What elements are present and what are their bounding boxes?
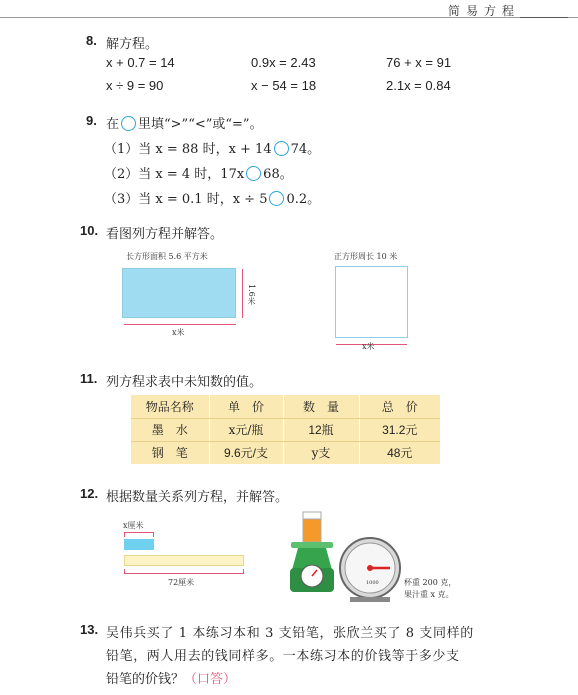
q13-oral-tag: （口答）	[184, 672, 237, 687]
q11-title: 列方程求表中未知数的值。	[106, 375, 263, 390]
table-cell: 墨 水	[131, 418, 209, 441]
table-cell: 9.6元/支	[209, 441, 283, 464]
q10-title: 看图列方程并解答。	[106, 227, 224, 242]
rect-area-label: 长方形面积 5.6 平方米	[126, 252, 208, 261]
q10-number: 10.	[80, 223, 99, 238]
q9-title	[106, 113, 263, 132]
table-cell: y支	[283, 441, 359, 464]
rect-width-label: x米	[172, 328, 185, 337]
long-bar-brace	[124, 569, 244, 574]
q8-title: 解方程。	[106, 37, 159, 52]
answer-circle-1[interactable]	[274, 141, 289, 156]
rect-height-dimension	[242, 269, 243, 318]
table-cell: 12瓶	[283, 418, 359, 441]
q13-line-3-text: 铅笔的价钱？	[106, 672, 185, 687]
weight-note-1: 杯重 200 克，	[404, 578, 457, 587]
table-cell: 31.2元	[359, 418, 440, 441]
q9-title-b: 里填“>”“<”或“=”。	[138, 117, 263, 132]
table-header: 物品名称	[131, 395, 209, 418]
square-width-label: x米	[362, 342, 375, 351]
table-cell: 钢 笔	[131, 441, 209, 464]
table-row	[131, 441, 440, 464]
q13-line-1: 吴伟兵买了 1 本练习本和 3 支铅笔，张欣兰买了 8 支同样的	[106, 626, 474, 641]
q8-eq-6: 2.1x = 0.84	[386, 78, 451, 93]
q13-line-2: 铅笔，两人用去的钱同样多。一本练习本的价钱等于多少支	[106, 649, 460, 664]
table-header: 数 量	[283, 395, 359, 418]
q9-item-1	[104, 138, 320, 157]
weight-note-2: 果汁重 x 克。	[404, 590, 454, 599]
table-row	[131, 418, 440, 441]
answer-circle-3[interactable]	[269, 191, 284, 206]
q9-item-1-value: 74。	[290, 142, 321, 157]
long-bar-label: 72厘米	[168, 578, 195, 587]
rect-height-label: 1.6米	[247, 284, 256, 305]
scale-with-juice-icon	[286, 510, 408, 604]
q8-eq-4: x ÷ 9 = 90	[106, 78, 164, 93]
q9-item-1-expr: （1）当 x = 88 时，x + 14	[104, 142, 272, 157]
table-header: 单 价	[209, 395, 283, 418]
q13-number: 13.	[80, 622, 99, 637]
q9-item-3-expr: （3）当 x = 0.1 时，x ÷ 5	[104, 192, 268, 207]
blank-circle-icon	[121, 116, 136, 131]
table-header: 总 价	[359, 395, 440, 418]
q9-item-2-value: 68。	[263, 167, 293, 182]
header-accent-rule	[520, 17, 568, 18]
q12-title: 根据数量关系列方程，并解答。	[106, 490, 289, 505]
q12-number: 12.	[80, 486, 99, 501]
answer-circle-2[interactable]	[246, 166, 261, 181]
q9-item-3-value: 0.2。	[286, 192, 321, 207]
q9-title-a: 在	[106, 117, 120, 132]
rectangle-figure	[122, 268, 236, 318]
square-figure	[335, 266, 408, 338]
short-bar-label: x厘米	[123, 521, 144, 530]
table-cell: 48元	[387, 446, 413, 461]
short-bar	[124, 539, 154, 550]
rect-width-dimension	[124, 324, 236, 325]
price-table	[131, 395, 440, 464]
q8-eq-3: 76 + x = 91	[386, 55, 452, 70]
q11-number: 11.	[80, 371, 98, 386]
q8-eq-1: x + 0.7 = 14	[106, 55, 175, 70]
q8-number: 8.	[86, 33, 97, 48]
q8-eq-5: x − 54 = 18	[251, 78, 317, 93]
q9-number: 9.	[86, 113, 97, 128]
q9-item-2	[104, 163, 293, 182]
q9-item-3	[104, 188, 320, 207]
q9-item-2-expr: （2）当 x = 4 时，17x	[104, 167, 245, 182]
long-bar	[124, 555, 244, 566]
chapter-title: 简易方程	[447, 4, 520, 18]
square-perimeter-label: 正方形周长 10 米	[334, 252, 398, 261]
table-header-row	[131, 395, 440, 418]
q13-line-3	[106, 668, 236, 687]
scale-reading: 1000	[366, 580, 379, 586]
q8-eq-2: 0.9x = 2.43	[251, 55, 316, 70]
table-cell: x元/瓶	[209, 418, 283, 441]
short-bar-brace	[124, 532, 154, 537]
